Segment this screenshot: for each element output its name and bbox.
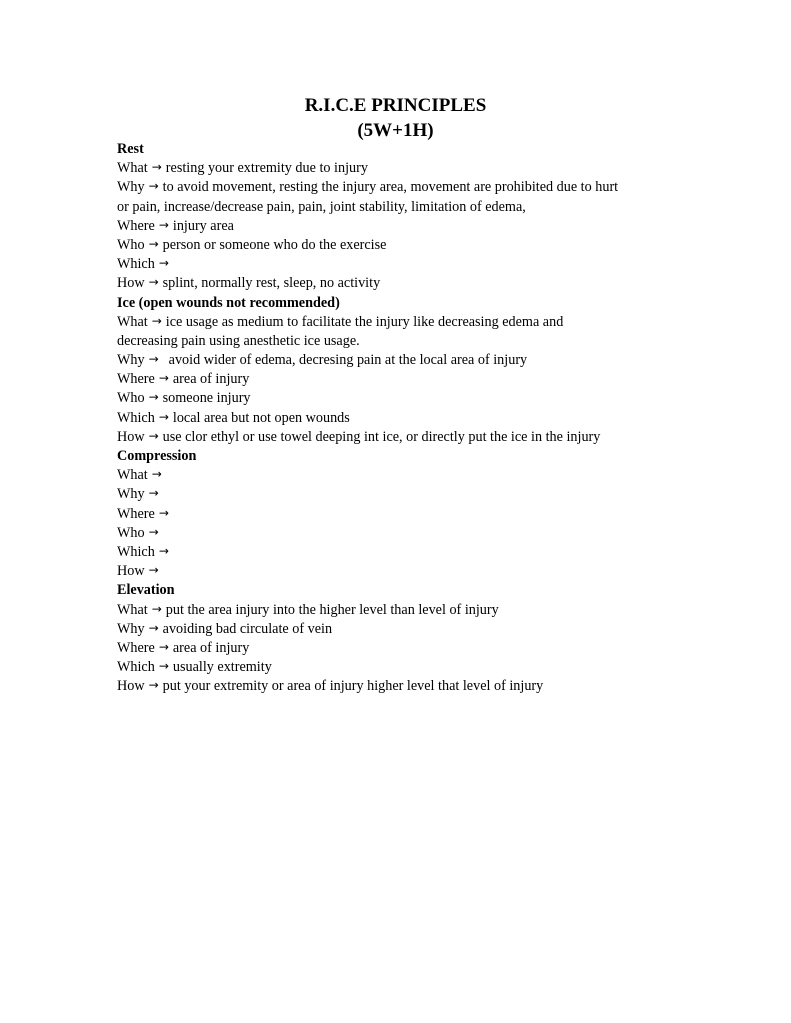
line-label: What — [117, 313, 148, 330]
document-title: R.I.C.E PRINCIPLES — [304, 95, 487, 116]
right-arrow-icon: → — [151, 467, 162, 482]
line-label: Who — [117, 236, 145, 253]
section-line — [117, 543, 697, 562]
right-arrow-icon: → — [151, 313, 162, 328]
line-label: What — [117, 467, 148, 484]
line-text: someone injury — [162, 390, 251, 407]
line-label: Why — [117, 486, 145, 503]
right-arrow-icon: → — [151, 160, 162, 175]
section-line — [117, 217, 697, 236]
line-text: person or someone who do the exercise — [162, 236, 387, 253]
line-text: put the area injury into the higher level than level of injury — [165, 601, 499, 618]
section-line — [117, 677, 697, 696]
section-line — [117, 485, 697, 504]
section-line — [117, 409, 697, 428]
line-label: Where — [117, 371, 155, 388]
section-line — [117, 524, 697, 543]
right-arrow-icon: → — [148, 428, 159, 443]
section-line — [117, 658, 697, 677]
line-text: area of injury — [172, 371, 250, 388]
section-line — [117, 428, 697, 447]
section-line — [117, 351, 697, 370]
document-body — [117, 140, 697, 696]
line-label: Who — [117, 524, 145, 541]
section-line — [117, 178, 697, 197]
line-text: avoid wider of edema, decresing pain at the local area of injury — [168, 352, 528, 369]
line-text: use clor ethyl or use towel deeping int ice, or directly put the ice in the injury — [162, 428, 601, 445]
line-text: resting your extremity due to injury — [165, 160, 368, 177]
right-arrow-icon: → — [148, 620, 159, 635]
right-arrow-icon: → — [158, 256, 169, 271]
section-line — [117, 198, 697, 217]
right-arrow-icon: → — [148, 486, 159, 501]
section-line — [117, 236, 697, 255]
right-arrow-icon: → — [148, 275, 159, 290]
line-text: area of injury — [172, 639, 250, 656]
line-label: Where — [117, 217, 155, 234]
section-line — [117, 332, 697, 351]
line-label: Where — [117, 505, 155, 522]
section-line — [117, 562, 697, 581]
right-arrow-icon: → — [148, 236, 159, 251]
line-label: Which — [117, 659, 155, 676]
line-label: How — [117, 275, 145, 292]
right-arrow-icon: → — [148, 179, 159, 194]
right-arrow-icon: → — [158, 543, 169, 558]
section-line — [117, 505, 697, 524]
right-arrow-icon: → — [158, 659, 169, 674]
line-text: decreasing pain using anesthetic ice usage. — [117, 332, 360, 349]
line-text: usually extremity — [172, 659, 272, 676]
section-line — [117, 255, 697, 274]
right-arrow-icon: → — [158, 217, 169, 232]
line-label: How — [117, 428, 145, 445]
line-text: or pain, increase/decrease pain, pain, joint stability, limitation of edema, — [117, 198, 526, 215]
line-label: Why — [117, 620, 145, 637]
section-line — [117, 274, 697, 293]
line-label: Why — [117, 352, 145, 369]
section-heading: Ice (open wounds not recommended) — [117, 294, 340, 311]
right-arrow-icon: → — [158, 409, 169, 424]
right-arrow-icon: → — [148, 678, 159, 693]
line-label: Which — [117, 543, 155, 560]
line-text: injury area — [172, 217, 234, 234]
line-label: How — [117, 678, 145, 695]
line-label: Which — [117, 409, 155, 426]
line-text: put your extremity or area of injury higher level that level of injury — [162, 678, 544, 695]
right-arrow-icon: → — [148, 390, 159, 405]
line-text: to avoid movement, resting the injury area, movement are prohibited due to hurt — [162, 179, 619, 196]
section-line — [117, 639, 697, 658]
section-line — [117, 620, 697, 639]
line-label: Where — [117, 639, 155, 656]
line-label: Which — [117, 256, 155, 273]
right-arrow-icon: → — [148, 563, 159, 578]
line-text: avoiding bad circulate of vein — [162, 620, 333, 637]
right-arrow-icon: → — [158, 639, 169, 654]
right-arrow-icon: → — [158, 371, 169, 386]
section-line — [117, 466, 697, 485]
section-line — [117, 159, 697, 178]
section-line — [117, 313, 697, 332]
right-arrow-icon: → — [151, 601, 162, 616]
line-text: local area but not open wounds — [172, 409, 350, 426]
line-label: Why — [117, 179, 145, 196]
line-label: What — [117, 601, 148, 618]
section-heading: Elevation — [117, 582, 175, 599]
line-label: How — [117, 563, 145, 580]
line-label: Who — [117, 390, 145, 407]
right-arrow-icon: → — [158, 505, 169, 520]
section-line — [117, 601, 697, 620]
line-text: splint, normally rest, sleep, no activity — [162, 275, 381, 292]
section-line — [117, 389, 697, 408]
section-line — [117, 370, 697, 389]
section-heading: Compression — [117, 448, 197, 464]
right-arrow-icon: → — [148, 524, 159, 539]
line-text: ice usage as medium to facilitate the injury like decreasing edema and — [165, 313, 564, 330]
section-heading: Rest — [117, 141, 144, 157]
right-arrow-icon: → — [148, 352, 159, 367]
line-label: What — [117, 160, 148, 177]
document-subtitle: (5W+1H) — [357, 120, 434, 141]
